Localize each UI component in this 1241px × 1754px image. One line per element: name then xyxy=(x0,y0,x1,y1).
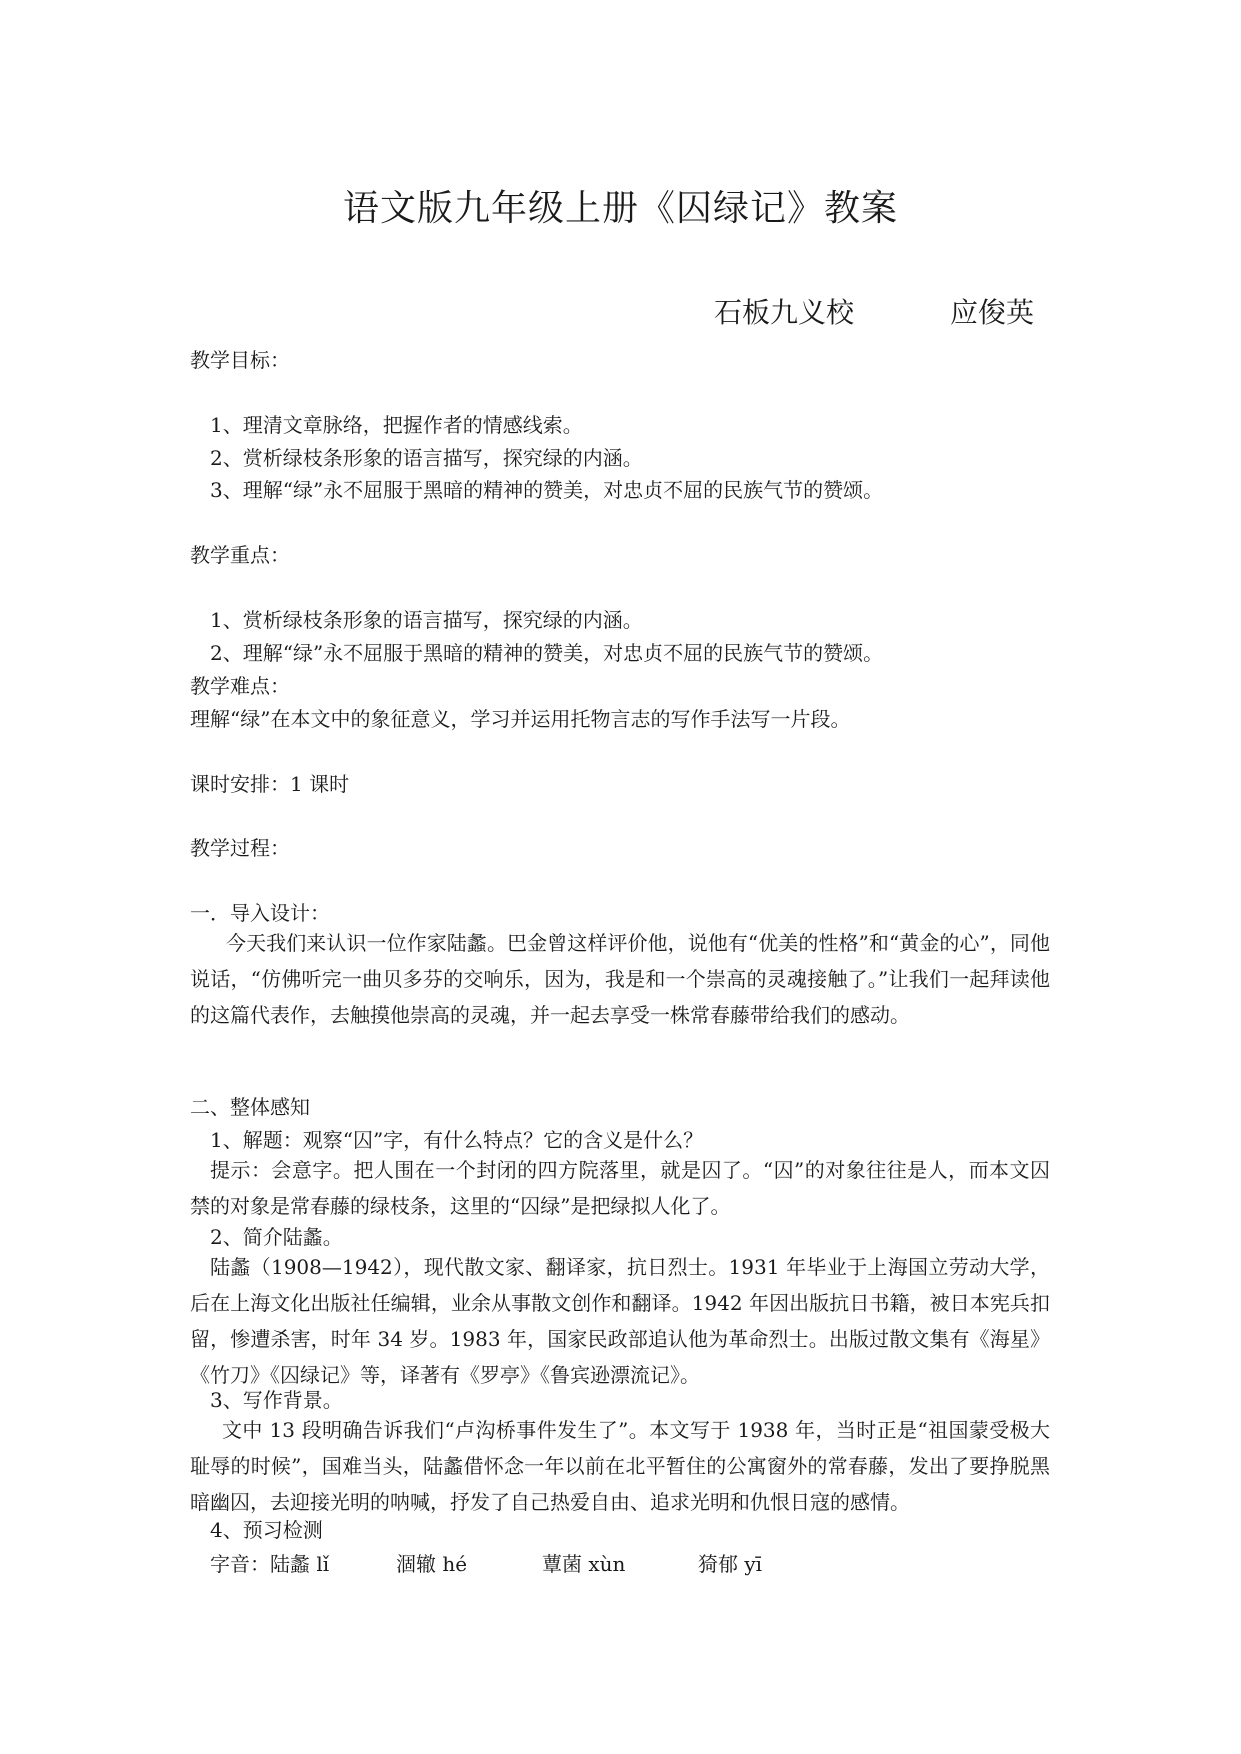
pinyin-item: 猗郁 yī xyxy=(698,1552,763,1576)
pinyin-item: 涸辙 hé xyxy=(396,1552,468,1576)
keypoint-item: 1、赏析绿枝条形象的语言描写，探究绿的内涵。 xyxy=(210,608,643,632)
keypoints-heading: 教学重点： xyxy=(190,543,290,567)
pinyin-item: 字音：陆蠡 lǐ xyxy=(210,1552,330,1576)
schedule-line: 课时安排：1 课时 xyxy=(190,772,350,796)
overall-heading: 二、整体感知 xyxy=(190,1095,310,1119)
overall-item-1: 1、解题：观察“囚”字，有什么特点？它的含义是什么？ xyxy=(210,1128,704,1152)
intro-paragraph: 今天我们来认识一位作家陆蠡。巴金曾这样评价他，说他有“优美的性格”和“黄金的心”，同他说话，“仿佛听完一曲贝多芬的交响乐，因为，我是和一个崇高的灵魂接触了。”让我们一起拜读他的这篇代表作，去触摸他崇高的灵魂，并一起去享受一株常春藤带给我们的感动。 xyxy=(190,931,1050,1027)
hint-paragraph: 提示：会意字。把人围在一个封闭的四方院落里，就是囚了。“囚”的对象往往是人，而本文囚禁的对象是常春藤的绿枝条，这里的“囚绿”是把绿拟人化了。 xyxy=(190,1158,1050,1218)
pinyin-row xyxy=(210,1548,762,1577)
author-name: 应俊英 xyxy=(950,296,1035,329)
overall-item-4: 4、预习检测 xyxy=(210,1518,323,1542)
background-paragraph: 文中 13 段明确告诉我们“卢沟桥事件发生了”。本文写于 1938 年，当时正是“祖国蒙受极大耻辱的时候”，国难当头，陆蠡借怀念一年以前在北平暂住的公寓窗外的常春藤，发出了要挣脱黑暗幽囚，去迎接光明的呐喊，抒发了自己热爱自由、追求光明和仇恨日寇的感情。 xyxy=(190,1418,1050,1514)
goal-item: 2、赏析绿枝条形象的语言描写，探究绿的内涵。 xyxy=(210,446,643,470)
goal-item: 3、理解“绿”永不屈服于黑暗的精神的赞美，对忠贞不屈的民族气节的赞颂。 xyxy=(210,478,884,502)
document-title: 语文版九年级上册《囚绿记》教案 xyxy=(342,188,898,229)
goals-heading: 教学目标： xyxy=(190,348,290,372)
author-school: 石板九义校 xyxy=(714,296,855,329)
intro-heading: 一．导入设计： xyxy=(190,901,330,925)
bio-paragraph: 陆蠡（1908—1942），现代散文家、翻译家，抗日烈士。1931 年毕业于上海国立劳动大学，后在上海文化出版社任编辑，业余从事散文创作和翻译。1942 年因出版抗日书籍，被日本宪兵扣留，惨遭杀害，时年 34 岁。1983 年，国家民政部追认他为革命烈士。出版过散文集有《海星》《竹刀》《囚绿记》等，译著有《罗亭》《鲁宾逊漂流记》。 xyxy=(190,1255,1050,1387)
difficulty-text: 理解“绿”在本文中的象征意义，学习并运用托物言志的写作手法写一片段。 xyxy=(190,707,851,731)
author-line xyxy=(714,291,1034,331)
difficulty-heading: 教学难点： xyxy=(190,674,290,698)
overall-item-2: 2、简介陆蠡。 xyxy=(210,1225,343,1249)
pinyin-item: 蕈菌 xùn xyxy=(542,1552,626,1576)
keypoint-item: 2、理解“绿”永不屈服于黑暗的精神的赞美，对忠贞不屈的民族气节的赞颂。 xyxy=(210,641,884,665)
goal-item: 1、理清文章脉络，把握作者的情感线索。 xyxy=(210,413,583,437)
overall-item-3: 3、写作背景。 xyxy=(210,1388,343,1412)
process-heading: 教学过程： xyxy=(190,836,290,860)
